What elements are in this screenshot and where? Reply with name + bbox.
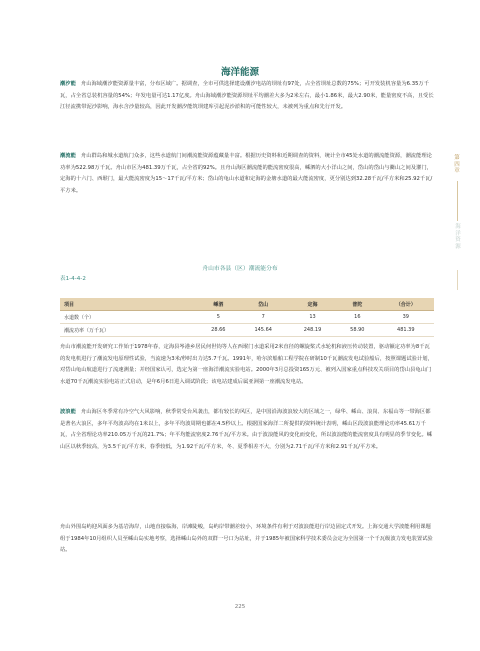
table-cell: 28.66 <box>198 324 238 337</box>
table-cell: 248.19 <box>288 324 337 337</box>
paragraph-wave-development <box>60 522 434 557</box>
table-header-cell: 项目 <box>60 298 198 311</box>
paragraph-text: 舟山市潮流能开发研究工作始于1978年春，定海县岑港乡居民何世钧等人在西堠门水道采用2米直径的螺旋桨式水轮机和液压传动装置，驱动额定功率为8千瓦的发电机进行了潮流发电原理性试验，当流速为3米/秒时出力达5.7千瓦。1991年，哈尔滨船舶工程学院在研制10千瓦潮流发电试验船后，按照课题试验计划，对岱山龟山航道进行了流速测量；并经国家认可，选定为第一座海洋潮流实验电站。2000年3月总投资165万元、被列入国家重点科技攻关项目的岱山县龟山门水道70千瓦潮流实验电站正式启动，是年6月6日进入调试阶段；该电站建成后属亚洲第一座潮流发电站。 <box>60 344 433 385</box>
paragraph-wave-energy <box>60 407 434 453</box>
table-cell: 39 <box>378 311 434 324</box>
page-number: 225 <box>234 604 246 610</box>
section-title: 海洋能源 <box>220 67 259 78</box>
table-cell: 水道数（个） <box>60 311 198 324</box>
side-divider <box>457 270 458 290</box>
table-title: 舟山市各县（区）潮流能分布 <box>202 266 278 272</box>
table-cell: 481.39 <box>378 324 434 337</box>
table-header-cell: 岱山 <box>239 298 288 311</box>
table-header-cell: （合计） <box>378 298 434 311</box>
table-cell: 58.90 <box>337 324 377 337</box>
table-cell: 潮流功率（万千瓦） <box>60 324 198 337</box>
paragraph-heading: 潮汐能 <box>60 81 76 87</box>
current-energy-table <box>60 298 434 337</box>
paragraph-current-development <box>60 342 434 388</box>
paragraph-text: 舟山外围岛屿迎风面多为基岩海岸，山地直接临海，岸滩陡峻，岛屿岸带潮差较小，环境条件有利于对波浪能进行岸边固定式开发。上海交通大学波能利用课题组于1984年10月组织人员至嵊山岛实地考察，选择嵊山岛外的双群一号口为站址，并于1985年被国家科学技术委员会定为全国第一个千瓦级波力发电装置试验站。 <box>60 524 433 554</box>
table-header-cell: 定海 <box>288 298 337 311</box>
paragraph-text: 舟山群岛和城水道航门众多，这些水道航门间潮流能资源蕴藏量丰富。根据历史资料和近期调查的资料，统计全市45处水道的潮流能资源，潮流能理论功率为522.98万千瓦。舟山市区为481.39万千瓦，占全省的92%。且舟山海区潮流能的能流密度很高，嵊泗的大小洋山之间，岱山的岱山与衢山之间及灌门，定海的十六门、西堠门，最大能流密度为15～17千瓦/平方米；岱山的龟山水道和定海的金塘水道的最大能流密度，更分别达到32.28千瓦/平方米和25.92千瓦/平方米。 <box>60 153 433 194</box>
table-header-row <box>60 298 434 311</box>
side-chapter-label: 第四章 <box>454 155 460 174</box>
table-cell: 5 <box>198 311 238 324</box>
side-section-label: 海洋资源 <box>455 224 461 250</box>
table-cell: 145.64 <box>239 324 288 337</box>
paragraph-text: 舟山海区冬季常有冷空气大风影响，秋季常受台风袭击，都有较长的风区，是中国沿海波浪较大的区域之一，绿华、嵊山、浪岗、东福山等一带海区都是著名大浪区，多年平均波高均在1米以上，多年平均波周期也都在4.5秒以上。根据国家海洋二所提供的资料统计表明，嵊山区段波浪能理论功率45.61万千瓦，占全省理论功率210.05万千瓦的21.7%；年平均能流密度2.76千瓦/平方米。由于波浪能风的变化而变化，所以波浪能的能流密度具有明显的季节变化。嵊山区以秋季较高，为3.5千瓦/平方米，春季较低，为1.92千瓦/平方米，冬、夏季相差不大，分别为2.71千瓦/平方米和2.91千瓦/平方米。 <box>60 409 433 450</box>
paragraph-heading: 波浪能 <box>60 409 76 415</box>
table-cell: 7 <box>239 311 288 324</box>
paragraph-tidal-energy <box>60 79 434 114</box>
table-label: 表1-4-4-2 <box>60 276 86 282</box>
table-cell: 13 <box>288 311 337 324</box>
paragraph-heading: 潮流能 <box>60 153 76 159</box>
table-header-cell: 嵊泗 <box>198 298 238 311</box>
paragraph-text: 舟山海域潮汐能资源量丰富，分布区域广。据调查，全市可供选择建设潮汐电站的坝址有97处，占全省坝址总数的75%；可开发装机容量为6.35万千瓦，占全省总装机容量的54%；年发电量可达1.17亿度。舟山海域潮汐能资源坝址平均潮差大多为2米左右，最小1.86米，最大2.90米，能量密度不高，且受长江径流携带泥沙影响，海水含沙量较高，因此开发潮汐能筑坝建库引起泥沙淤积的可能性较大，未被列为重点和先行开发。 <box>60 81 434 111</box>
table-row <box>60 311 434 324</box>
paragraph-current-energy <box>60 151 434 197</box>
table-cell: 16 <box>337 311 377 324</box>
table-header-cell: 普陀 <box>337 298 377 311</box>
side-divider <box>457 181 458 221</box>
table-row <box>60 324 434 337</box>
